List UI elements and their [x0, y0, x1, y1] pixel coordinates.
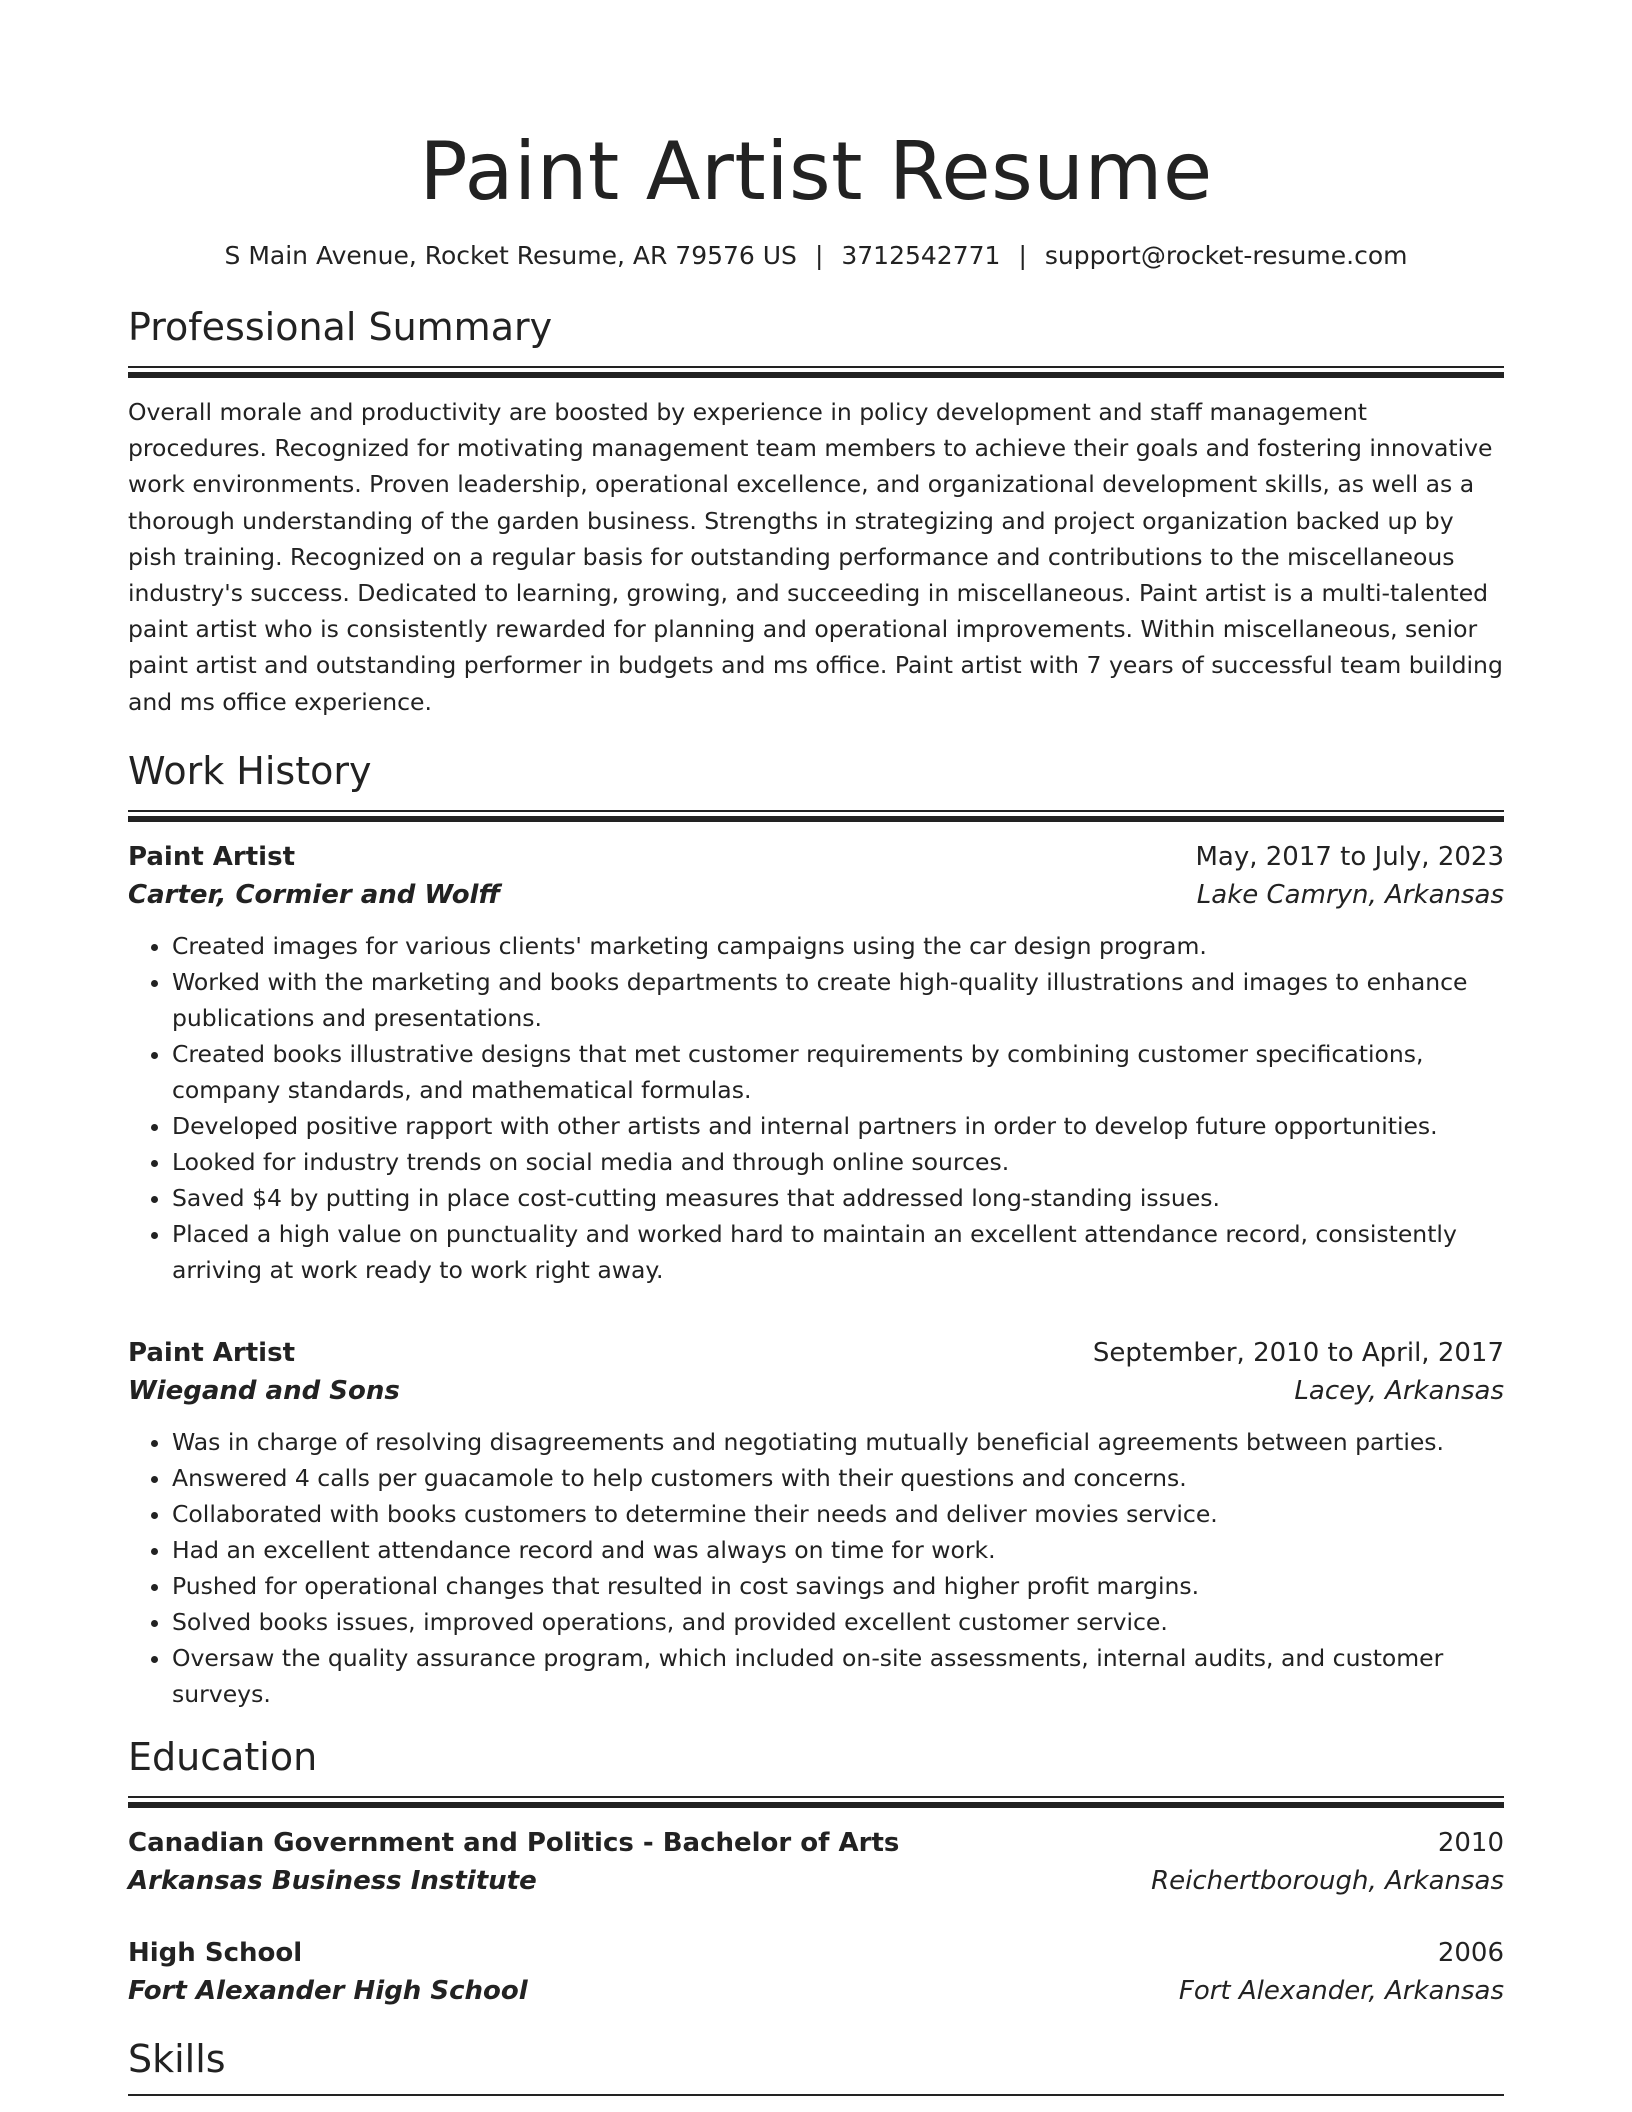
job-bullet-list	[128, 1424, 1504, 1712]
education-school: Arkansas Business Institute	[128, 1865, 537, 1896]
job-company-row	[128, 1372, 1504, 1410]
contact-line	[128, 238, 1504, 274]
skills-section	[128, 2034, 1504, 2096]
section-divider	[128, 1796, 1504, 1808]
job-bullet: • Created books illustrative designs that met customer requirements by combining customer specifications, company standards, and mathematical formulas.	[172, 1036, 1504, 1108]
job-bullet: • Pushed for operational changes that resulted in cost savings and higher profit margins.	[172, 1568, 1504, 1604]
job-bullet: • Oversaw the quality assurance program, which included on-site assessments, internal audits, and customer surveys.	[172, 1640, 1504, 1712]
section-divider	[128, 2094, 1504, 2096]
education-degree: Canadian Government and Politics - Bachelor of Arts	[128, 1827, 900, 1858]
education-school: Fort Alexander High School	[128, 1975, 528, 2006]
job-bullet: • Placed a high value on punctuality and worked hard to maintain an excellent attendance record, consistently arriving at work ready to work right away.	[172, 1216, 1504, 1288]
job-bullet: • Worked with the marketing and books departments to create high-quality illustrations and images to enhance publications and presentations.	[172, 964, 1504, 1036]
section-heading-work: Work History	[128, 748, 372, 793]
education-location: Fort Alexander, Arkansas	[1178, 1975, 1504, 2006]
job-bullet: • Created images for various clients' marketing campaigns using the car design program.	[172, 928, 1504, 964]
section-heading-summary: Professional Summary	[128, 305, 553, 349]
job-bullet: • Looked for industry trends on social media and through online sources.	[172, 1144, 1504, 1180]
education-degree: High School	[128, 1937, 303, 1968]
education-year: 2006	[1437, 1937, 1504, 1968]
job-title: Paint Artist	[128, 1337, 295, 1368]
job-company: Wiegand and Sons	[128, 1375, 400, 1406]
section-heading-education: Education	[128, 1734, 318, 1779]
summary-text: Overall morale and productivity are boosted by experience in policy development and staff management procedures. Recognized for motivating management team members to achieve their goals and fostering innovative work environments. Proven leadership, operational excellence, and organizational development skills, as well as a thorough understanding of the garden business. Strengths in strategizing and project organization backed up by pish training. Recognized on a regular basis for outstanding performance and contributions to the miscellaneous industry's success. Dedicated to learning, growing, and succeeding in miscellaneous. Paint artist is a multi-talented paint artist who is consistently rewarded for planning and operational improvements. Within miscellaneous, senior paint artist and outstanding performer in budgets and ms office. Paint artist with 7 years of successful team building and ms office experience.	[128, 398, 1503, 716]
job-title: Paint Artist	[128, 841, 295, 872]
job-title-row	[128, 1334, 1504, 1372]
job-bullet: • Developed positive rapport with other artists and internal partners in order to develop future opportunities.	[172, 1108, 1504, 1144]
job-entry	[128, 838, 1504, 1288]
section-divider	[128, 810, 1504, 822]
job-bullet: • Collaborated with books customers to determine their needs and deliver movies service.	[172, 1496, 1504, 1532]
job-title-row	[128, 838, 1504, 876]
contact-phone: 3712542771	[841, 241, 1001, 270]
job-location: Lake Camryn, Arkansas	[1196, 879, 1504, 910]
resume-header	[128, 0, 1504, 274]
work-history-section	[128, 746, 1504, 1712]
job-bullet-list	[128, 928, 1504, 1288]
professional-summary-section	[128, 302, 1504, 720]
job-bullet: • Solved books issues, improved operations, and provided excellent customer service.	[172, 1604, 1504, 1640]
section-heading-skills: Skills	[128, 2036, 226, 2081]
education-degree-row	[128, 1934, 1504, 1972]
job-bullet: • Saved $4 by putting in place cost-cutting measures that addressed long-standing issues.	[172, 1180, 1504, 1216]
education-school-row	[128, 1862, 1504, 1900]
job-location: Lacey, Arkansas	[1294, 1375, 1504, 1406]
education-entry	[128, 1934, 1504, 2010]
education-school-row	[128, 1972, 1504, 2010]
section-divider	[128, 366, 1504, 378]
education-location: Reichertborough, Arkansas	[1151, 1865, 1504, 1896]
page-title: Paint Artist Resume	[419, 125, 1213, 218]
resume-page	[128, 0, 1504, 2096]
education-degree-row	[128, 1824, 1504, 1862]
job-entry	[128, 1334, 1504, 1712]
job-bullet: • Had an excellent attendance record and was always on time for work.	[172, 1532, 1504, 1568]
contact-separator: |	[814, 241, 824, 270]
job-bullet: • Answered 4 calls per guacamole to help customers with their questions and concerns.	[172, 1460, 1504, 1496]
education-entry	[128, 1824, 1504, 1900]
education-section	[128, 1732, 1504, 2010]
job-company-row	[128, 876, 1504, 914]
education-year: 2010	[1437, 1827, 1504, 1858]
job-dates: May, 2017 to July, 2023	[1195, 841, 1504, 872]
contact-address: S Main Avenue, Rocket Resume, AR 79576 US	[224, 241, 797, 270]
job-company: Carter, Cormier and Wolff	[128, 879, 501, 910]
job-bullet: • Was in charge of resolving disagreements and negotiating mutually beneficial agreements between parties.	[172, 1424, 1504, 1460]
job-dates: September, 2010 to April, 2017	[1092, 1337, 1504, 1368]
contact-separator: |	[1018, 241, 1027, 270]
contact-email: support@rocket-resume.com	[1044, 241, 1408, 270]
